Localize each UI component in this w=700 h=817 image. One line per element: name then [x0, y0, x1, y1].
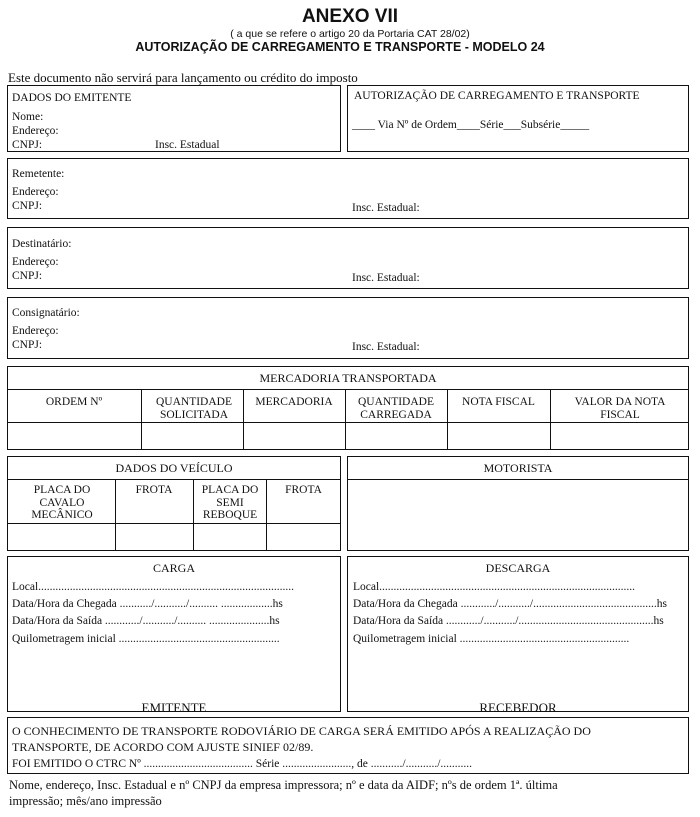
carga-chegada: Data/Hora da Chegada .........../.........../.......... ..................hs [12, 598, 283, 610]
descarga-chegada: Data/Hora da Chegada ............/.........../...........................................hs [353, 598, 667, 610]
mercadoria-col-line [550, 389, 551, 450]
mercadoria-heading: MERCADORIA TRANSPORTADA [259, 371, 437, 385]
ctrc-line-2: TRANSPORTE, DE ACORDO COM AJUSTE SINIEF 02/89. [12, 740, 314, 754]
mercadoria-col-line [141, 389, 142, 450]
remetente-label: Remetente: [12, 168, 65, 180]
recebedor-signature-label: RECEBEDOR [479, 700, 557, 715]
veiculo-header-divider [7, 523, 341, 524]
col-placa-cavalo: PLACA DO CAVALO MECÂNICO [31, 484, 93, 521]
emitente-heading: DADOS DO EMITENTE [12, 92, 132, 104]
destinatario-endereco-label: Endereço: [12, 256, 59, 268]
destinatario-cnpj-label: CNPJ: [12, 270, 43, 282]
col-ordem: ORDEM Nº [45, 396, 103, 408]
carga-quilometragem: Quilometragem inicial ........................................................ [12, 633, 280, 645]
form-title: AUTORIZAÇÃO DE CARREGAMENTO E TRANSPORTE - MODELO 24 [135, 40, 545, 54]
consignatario-cnpj-label: CNPJ: [12, 339, 43, 351]
col-placa-semi-reboque: PLACA DO SEMI REBOQUE [201, 484, 259, 521]
mercadoria-col-line [345, 389, 346, 450]
carga-local: Local......................................................................................... [12, 581, 295, 593]
motorista-divider [347, 479, 689, 480]
notice-text: Este documento não servirá para lançamento ou crédito do imposto [8, 70, 358, 85]
motorista-heading: MOTORISTA [483, 461, 553, 475]
col-mercadoria: MERCADORIA [255, 396, 333, 408]
footer-line-2: impressão; mês/ano impressão [9, 794, 162, 808]
mercadoria-divider [7, 389, 689, 390]
descarga-local: Local......................................................................................... [353, 581, 636, 593]
page-subtitle: ( a que se refere o artigo 20 da Portaria CAT 28/02) [230, 28, 470, 40]
descarga-saida: Data/Hora da Saída ............/.........../...............................................hs [353, 615, 664, 627]
emitente-insc-label: Insc. Estadual [155, 139, 220, 151]
consignatario-label: Consignatário: [12, 307, 80, 319]
emitente-cnpj-label: CNPJ: [12, 139, 43, 151]
ctrc-line-1: O CONHECIMENTO DE TRANSPORTE RODOVIÁRIO DE CARGA SERÁ EMITIDO APÓS A REALIZAÇÃO DO [12, 724, 591, 738]
footer-line-1: Nome, endereço, Insc. Estadual e nº CNPJ da empresa impressora; nº e data da AIDF; nºs de ordem 1ª. última [9, 778, 558, 792]
carga-saida: Data/Hora da Saída ............/.........../.......... .....................hs [12, 615, 280, 627]
emitente-endereco-label: Endereço: [12, 125, 59, 137]
col-valor-nota-fiscal: VALOR DA NOTA FISCAL [574, 396, 666, 421]
col-frota-2: FROTA [285, 484, 322, 496]
consignatario-endereco-label: Endereço: [12, 325, 59, 337]
remetente-endereco-label: Endereço: [12, 186, 59, 198]
descarga-quilometragem: Quilometragem inicial ........................................................... [353, 633, 630, 645]
emitente-nome-label: Nome: [12, 111, 44, 123]
destinatario-insc-label: Insc. Estadual: [352, 272, 420, 284]
remetente-cnpj-label: CNPJ: [12, 200, 43, 212]
emitente-signature-label: EMITENTE [141, 700, 207, 715]
col-quantidade-carregada: QUANTIDADE CARREGADA [357, 396, 434, 421]
veiculo-heading: DADOS DO VEÍCULO [115, 461, 233, 475]
descarga-heading: DESCARGA [485, 561, 551, 575]
consignatario-insc-label: Insc. Estadual: [352, 341, 420, 353]
remetente-box [7, 158, 689, 219]
destinatario-label: Destinatário: [12, 238, 72, 250]
veiculo-col-line [193, 479, 194, 551]
remetente-insc-label: Insc. Estadual: [352, 202, 420, 214]
col-quantidade-solicitada: QUANTIDADE SOLICITADA [155, 396, 232, 421]
mercadoria-header-divider [7, 422, 689, 423]
ctrc-line-3: FOI EMITIDO O CTRC Nº ...................................... Série ........................, de .........../.........../........... [12, 758, 473, 770]
page-title: ANEXO VII [301, 6, 399, 27]
col-frota: FROTA [135, 484, 173, 496]
veiculo-divider [7, 479, 341, 480]
col-nota-fiscal: NOTA FISCAL [462, 396, 535, 408]
autorizacao-heading: AUTORIZAÇÃO DE CARREGAMENTO E TRANSPORTE [354, 90, 640, 102]
destinatario-box [7, 227, 689, 289]
consignatario-box [7, 297, 689, 359]
carga-heading: CARGA [152, 561, 195, 575]
autorizacao-order-line: ____ Via Nº de Ordem____Série___Subsérie_____ [352, 119, 590, 131]
